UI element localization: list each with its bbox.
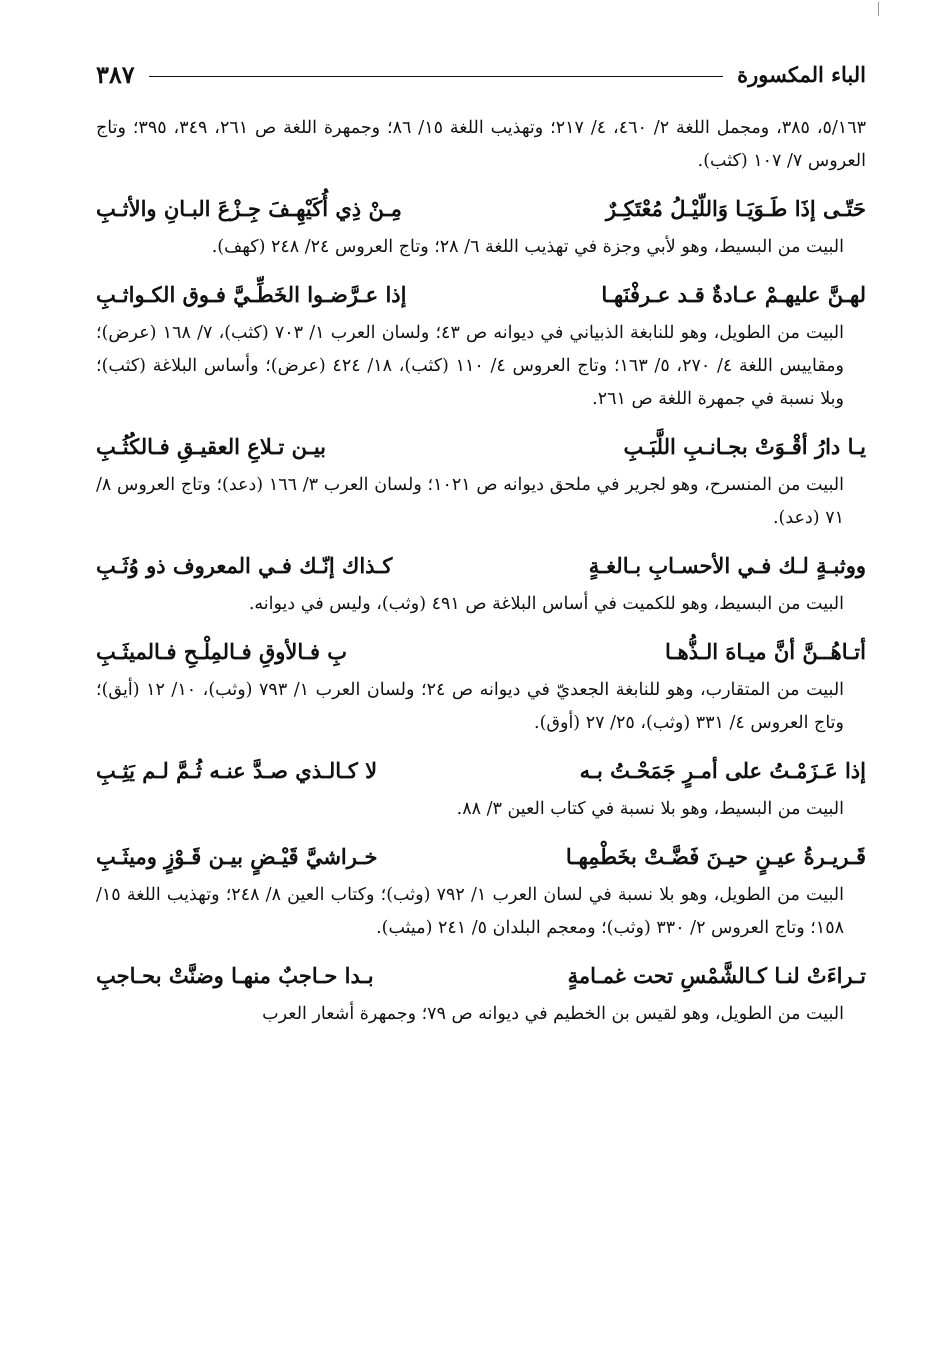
page-number: ٣٨٧ — [96, 59, 135, 89]
poetry-entry — [96, 837, 866, 945]
poetry-entry — [96, 546, 866, 621]
verse-first-hemistich: حَتّـى إذَا طَـوَيَـا وَاللّيْـلُ مُعْتَكِـرٌ — [605, 196, 866, 221]
entry-note: البيت من البسيط، وهو للكميت في أساس البلاغة ص ٤٩١ (وثب)، وليس في ديوانه. — [248, 594, 844, 614]
verse-second-hemistich: مِـنْ ذِي أُكَيْهِـفَ جِـزْعَ البـانِ والأثـبِ — [96, 196, 402, 221]
verse-second-hemistich: لا كـالـذي صـدَّ عنـه ثُـمَّ لـم يَثِـبِ — [96, 758, 378, 783]
verse-line — [96, 956, 866, 996]
poetry-entry — [96, 751, 866, 826]
verse-first-hemistich: أتـاهُــنَّ أنَّ ميـاهَ الـذُّهـا — [665, 639, 866, 664]
verse-first-hemistich: تـراءَتْ لنـا كـالشَّمْسِ تحت غمـامةٍ — [567, 963, 866, 988]
intro-note: ٥/١٦٣، ٣٨٥، ومجمل اللغة ٢/ ٤٦٠، ٤/ ٢١٧؛ وتهذيب اللغة ١٥/ ٨٦؛ وجمهرة اللغة ص ٢٦١، ٣٤٩، ٣٩٥؛ وتاج العروس ٧/ ١٠٧ (كثب). — [96, 118, 867, 171]
poetry-entry — [96, 632, 866, 740]
verse-line — [96, 189, 866, 229]
verse-second-hemistich: بيـن تـلاعِ العقيـقِ فـالكُثُـبِ — [96, 434, 326, 459]
verse-first-hemistich: ووثبـةٍ لـك فـي الأحسـابِ بـالغـةٍ — [588, 553, 866, 578]
verse-second-hemistich: بِ فـالأوقِ فـالمِلْـحِ فـالميثَـبِ — [96, 639, 348, 664]
verse-second-hemistich: بـدا حـاجبٌ منهـا وضنَّتْ بحـاجبِ — [96, 963, 374, 988]
page-header — [96, 54, 866, 94]
entry-note: البيت من البسيط، وهو لأبي وجزة في تهذيب اللغة ٦/ ٢٨؛ وتاج العروس ٢٤/ ٢٤٨ (كهف). — [211, 237, 844, 257]
verse-line — [96, 427, 866, 467]
poetry-entry — [96, 189, 866, 264]
verse-line — [96, 751, 866, 791]
verse-line — [96, 837, 866, 877]
verse-second-hemistich: إذا عـرَّضـوا الخَطِّـيَّ فـوق الكـواثـبِ — [96, 282, 407, 307]
entry-note: البيت من الطويل، وهو بلا نسبة في لسان العرب ١/ ٧٩٢ (وثب)؛ وكتاب العين ٨/ ٢٤٨؛ وتهذيب اللغة ١٥/ ١٥٨؛ وتاج العروس ٢/ ٣٣٠ (وثب)؛ ومعجم البلدان ٥/ ٢٤١ (ميثب). — [96, 885, 844, 938]
page-body — [96, 112, 866, 1031]
entry-note: البيت من البسيط، وهو بلا نسبة في كتاب العين ٣/ ٨٨. — [456, 799, 844, 819]
verse-second-hemistich: كـذاك إنّـك فـي المعروف ذو وُثَـبِ — [96, 553, 393, 578]
verse-line — [96, 546, 866, 586]
header-rule — [149, 76, 723, 77]
poetry-entry — [96, 275, 866, 416]
verse-second-hemistich: خـراشيَّ قَيْـضٍ بيـن قَـوْزٍ وميثَـبِ — [96, 844, 378, 869]
verse-first-hemistich: قَـريـرةُ عيـنٍ حيـنَ فَضَّـتْ بخَطْمِهـا — [565, 844, 866, 869]
entry-note: البيت من الطويل، وهو لقيس بن الخطيم في ديوانه ص ٧٩؛ وجمهرة أشعار العرب — [262, 1004, 844, 1024]
verse-first-hemistich: إذا عَـزَمْـتُ على أمـرٍ جَمَحْـتُ بـه — [579, 758, 866, 783]
verse-line — [96, 632, 866, 672]
poetry-entry — [96, 956, 866, 1031]
running-title: الباء المكسورة — [737, 61, 866, 87]
entry-note: البيت من المنسرح، وهو لجرير في ملحق ديوانه ص ١٠٢١؛ ولسان العرب ٣/ ١٦٦ (دعد)؛ وتاج العروس ٨/ ٧١ (دعد). — [96, 475, 844, 528]
entry-note: البيت من الطويل، وهو للنابغة الذبياني في ديوانه ص ٤٣؛ ولسان العرب ١/ ٧٠٣ (كثب)، ٧/ ١٦٨ (عرض)؛ ومقاييس اللغة ٤/ ٢٧٠، ٥/ ١٦٣؛ وتاج العروس ٤/ ١١٠ (كثب)، ١٨/ ٤٢٤ (عرض)؛ وأساس البلاغة (كثب)؛ وبلا نسبة في جمهرة اللغة ص ٢٦١. — [96, 323, 845, 409]
entry-note: البيت من المتقارب، وهو للنابغة الجعديّ في ديوانه ص ٢٤؛ ولسان العرب ١/ ٧٩٣ (وثب)، ١٠/ ١٢ (أيق)؛ وتاج العروس ٤/ ٣٣١ (وثب)، ٢٥/ ٢٧ (أوق). — [96, 680, 845, 733]
poetry-entry — [96, 427, 866, 535]
verse-line — [96, 275, 866, 315]
verse-first-hemistich: لهـنَّ عليهـمْ عـادةٌ قـد عـرفْنَهـا — [601, 282, 866, 307]
verse-first-hemistich: يـا دارُ أقْـوَتْ بجـانـبِ اللَّبَـبِ — [623, 434, 866, 459]
scan-mark — [878, 2, 879, 16]
